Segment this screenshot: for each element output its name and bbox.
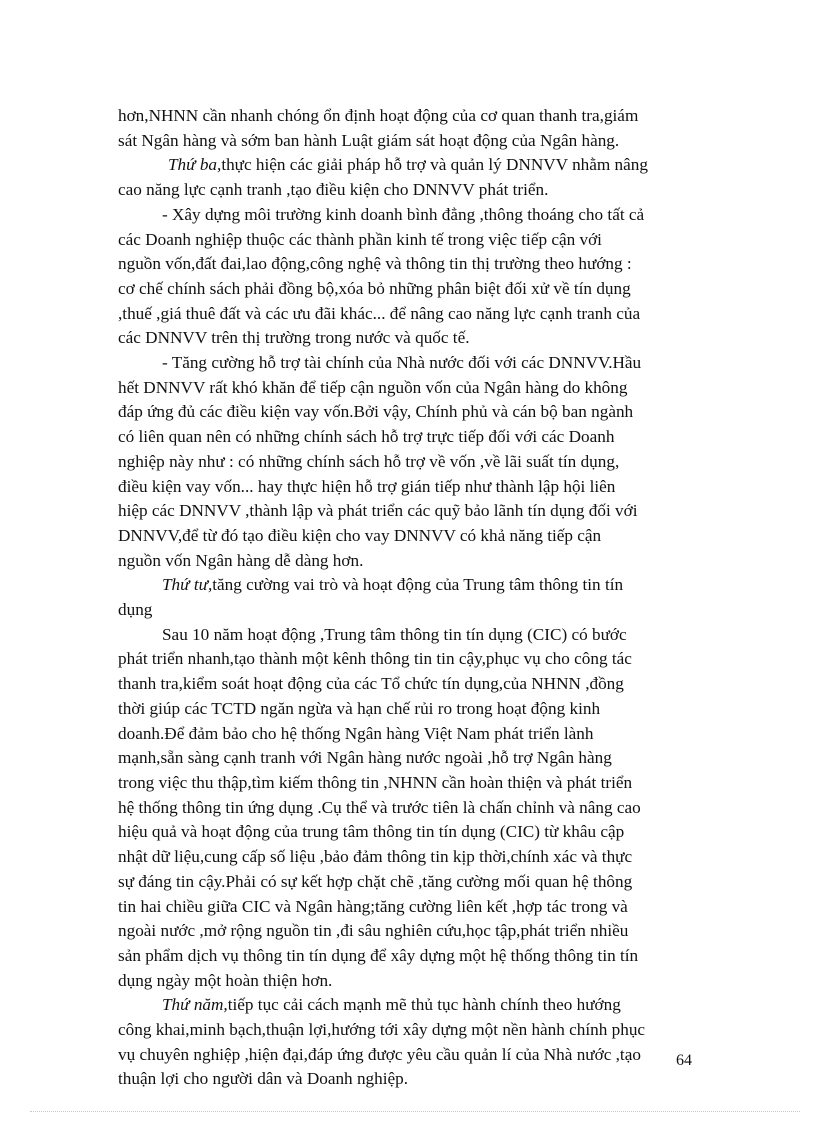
paragraph-line: thời giúp các TCTD ngăn ngừa và hạn chế rủi ro trong hoạt động kinh	[118, 698, 601, 718]
paragraph-line: phát triển nhanh,tạo thành một kênh thông tin tin cậy,phục vụ cho công tác	[118, 649, 632, 669]
paragraph-line: ,thuế ,giá thuê đất và các ưu đãi khác... để nâng cao năng lực cạnh tranh của	[118, 303, 641, 323]
paragraph-line: sát Ngân hàng và sớm ban hành Luật giám sát hoạt động của Ngân hàng.	[118, 130, 620, 150]
paragraph-line: nguồn vốn,đất đai,lao động,công nghệ và thông tin thị trường theo hướng :	[118, 254, 632, 274]
paragraph-line: nguồn vốn Ngân hàng dễ dàng hơn.	[118, 550, 364, 570]
paragraph-line: nghiệp này như : có những chính sách hỗ trợ về vốn ,về lãi suất tín dụng,	[118, 451, 620, 471]
paragraph-line: cơ chế chính sách phải đồng bộ,xóa bỏ những phân biệt đối xử về tín dụng	[118, 278, 631, 298]
paragraph-line: thanh tra,kiểm soát hoạt động của các Tổ chức tín dụng,của NHNN ,đồng	[118, 674, 624, 694]
paragraph-first-line	[118, 573, 698, 598]
paragraph-line: nhật dữ liệu,cung cấp số liệu ,bảo đảm thông tin kịp thời,chính xác và thực	[118, 847, 633, 867]
paragraph-line: điều kiện vay vốn... hay thực hiện hỗ trợ gián tiếp như thành lập hội liên	[118, 476, 616, 496]
paragraph-line-text: tăng cường vai trò và hoạt động của Trung tâm thông tin tín	[212, 575, 624, 595]
paragraph-line: - Xây dựng môi trường kinh doanh bình đẳng ,thông thoáng cho tất cả	[162, 204, 645, 224]
paragraph-line: công khai,minh bạch,thuận lợi,hướng tới xây dựng một nền hành chính phục	[118, 1020, 646, 1040]
paragraph-line-text: thực hiện các giải pháp hỗ trợ và quản lý DNNVV nhằm nâng	[221, 155, 648, 175]
paragraph-line: hơn,NHNN cần nhanh chóng ổn định hoạt động của cơ quan thanh tra,giám	[118, 106, 639, 125]
paragraph-first-line	[118, 153, 698, 178]
paragraph-lead: Thứ ba,	[168, 155, 222, 175]
paragraph-line-text: tiếp tục cải cách mạnh mẽ thủ tục hành chính theo hướng	[227, 995, 621, 1015]
paragraph-line: thuận lợi cho người dân và Doanh nghiệp.	[118, 1069, 409, 1089]
paragraph-line: cao năng lực cạnh tranh ,tạo điều kiện cho DNNVV phát triển.	[118, 180, 549, 200]
paragraph-line: sự đáng tin cậy.Phải có sự kết hợp chặt chẽ ,tăng cường mối quan hệ thông	[118, 871, 633, 891]
paragraph-line: dụng ngày một hoàn thiện hơn.	[118, 970, 333, 990]
paragraph-line: DNNVV,để từ đó tạo điều kiện cho vay DNNVV có khả năng tiếp cận	[118, 525, 602, 545]
paragraph-line: các Doanh nghiệp thuộc các thành phần kinh tế trong việc tiếp cận với	[118, 229, 602, 249]
paragraph-line: doanh.Để đảm bảo cho hệ thống Ngân hàng Việt Nam phát triển lành	[118, 723, 594, 743]
paragraph-line: dụng	[118, 600, 153, 620]
paragraph-first-line	[118, 993, 698, 1018]
paragraph-line: đáp ứng đủ các điều kiện vay vốn.Bởi vậy, Chính phủ và cán bộ ban ngành	[118, 402, 634, 422]
paragraph-line: có liên quan nên có những chính sách hỗ trợ trực tiếp đối với các Doanh	[118, 427, 615, 447]
paragraph-line: - Tăng cường hỗ trợ tài chính của Nhà nước đối với các DNNVV.Hầu	[162, 353, 642, 373]
paragraph-line: hết DNNVV rất khó khăn để tiếp cận nguồn vốn của Ngân hàng do không	[118, 377, 628, 397]
paragraph-line: tin hai chiều giữa CIC và Ngân hàng;tăng cường liên kết ,hợp tác trong và	[118, 896, 628, 916]
paragraph-line: hiệp các DNNVV ,thành lập và phát triển các quỹ bảo lãnh tín dụng đối với	[118, 501, 638, 521]
paragraph-line: hiệu quả và hoạt động của trung tâm thông tin tín dụng (CIC) từ khâu cập	[118, 822, 625, 842]
page-bottom-divider	[30, 1111, 800, 1112]
paragraph-line: trong việc thu thập,tìm kiếm thông tin ,NHNN cần hoàn thiện và phát triển	[118, 772, 633, 792]
paragraph-line: ngoài nước ,mở rộng nguồn tin ,đi sâu nghiên cứu,học tập,phát triển nhiều	[118, 921, 629, 941]
paragraph-line: hệ thống thông tin ứng dụng .Cụ thể và trước tiên là chấn chỉnh và nâng cao	[118, 797, 641, 817]
paragraph-line: mạnh,sẵn sàng cạnh tranh với Ngân hàng nước ngoài ,hỗ trợ Ngân hàng	[118, 748, 612, 768]
body-text	[118, 104, 698, 1092]
paragraph-line: vụ chuyên nghiệp ,hiện đại,đáp ứng được yêu cầu quản lí của Nhà nước ,tạo	[118, 1044, 641, 1064]
page-number: 64	[676, 1052, 692, 1069]
paragraph-line: Sau 10 năm hoạt động ,Trung tâm thông tin tín dụng (CIC) có bước	[162, 624, 627, 644]
paragraph-lead: Thứ năm,	[162, 995, 228, 1015]
paragraph-line: sản phẩm dịch vụ thông tin tín dụng để xây dựng một hệ thống thông tin tín	[118, 945, 639, 965]
paragraph-line: các DNNVV trên thị trường trong nước và quốc tế.	[118, 328, 470, 348]
paragraph-lead: Thứ tư,	[162, 575, 213, 595]
